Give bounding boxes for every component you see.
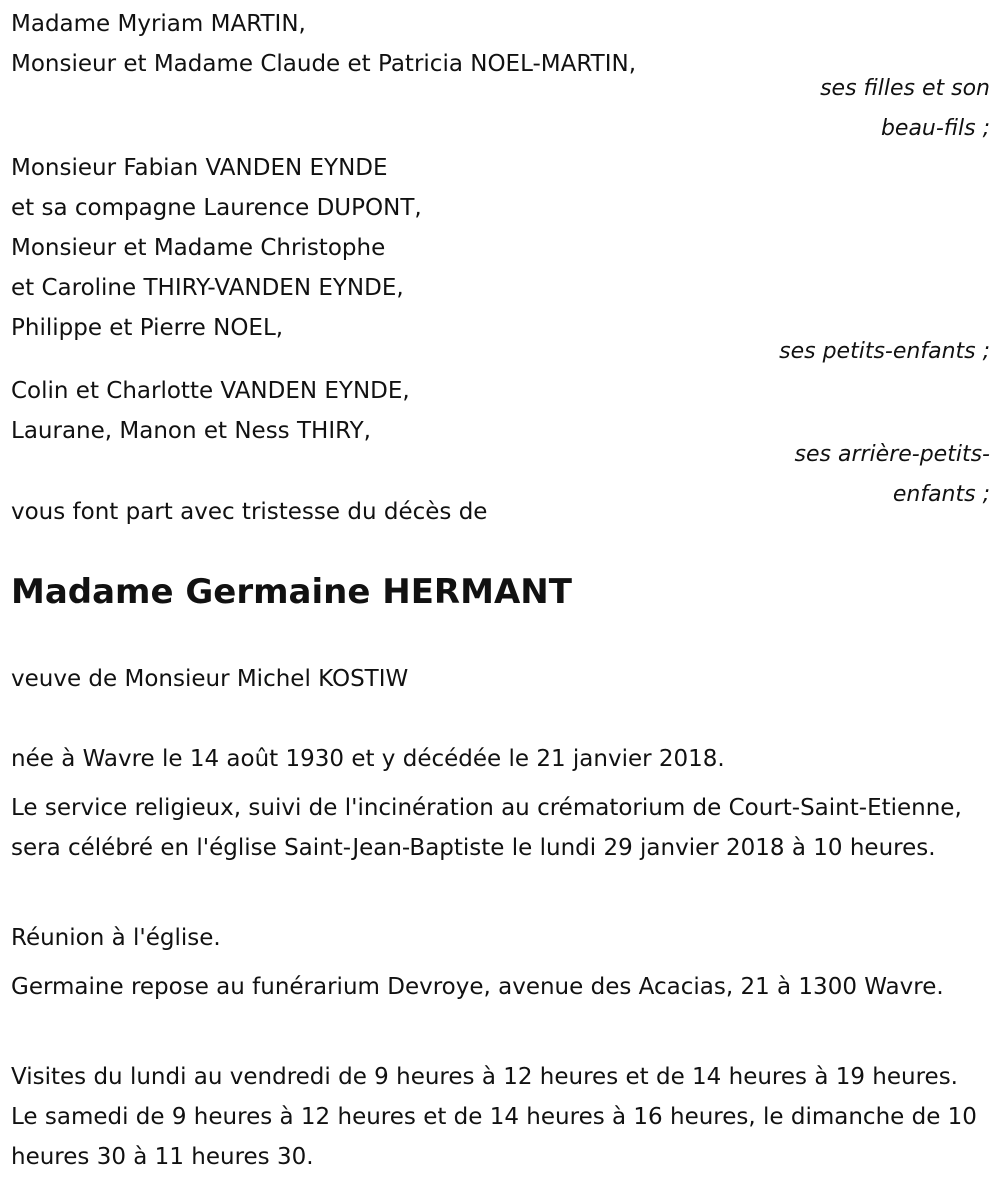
grandchild-line-4: et Caroline THIRY-VANDEN EYNDE, [11, 275, 404, 301]
daughters-role-line-1: ses filles et son [820, 76, 990, 101]
grandchild-line-5: Philippe et Pierre NOEL, [11, 315, 284, 341]
widow-of: veuve de Monsieur Michel KOSTIW [11, 666, 409, 692]
great-grandchildren-role-line-2: enfants ; [892, 482, 990, 507]
grandchild-line-2: et sa compagne Laurence DUPONT, [11, 195, 422, 221]
daughter-line-1: Madame Myriam MARTIN, [11, 11, 306, 37]
great-grandchild-line-1: Colin et Charlotte VANDEN EYNDE, [11, 378, 410, 404]
great-grandchildren-role-line-1: ses arrière-petits- [794, 442, 990, 467]
service-paragraph: Le service religieux, suivi de l'incinération au crématorium de Court-Saint-Etienne, sera célébré en l'église Saint-Jean-Baptiste le lundi 29 janvier 2018 à 10 heures. [11, 795, 962, 861]
daughter-line-2: Monsieur et Madame Claude et Patricia NOEL-MARTIN, [11, 51, 637, 77]
birth-death: née à Wavre le 14 août 1930 et y décédée le 21 janvier 2018. [11, 746, 725, 772]
reunion-paragraph: Réunion à l'église. [11, 925, 221, 951]
announcement: vous font part avec tristesse du décès de [11, 499, 488, 525]
grandchild-line-1: Monsieur Fabian VANDEN EYNDE [11, 155, 388, 181]
great-grandchild-line-2: Laurane, Manon et Ness THIRY, [11, 418, 371, 444]
visits-paragraph: Visites du lundi au vendredi de 9 heures à 12 heures et de 14 heures à 19 heures. Le samedi de 9 heures à 12 heures et de 14 heures à 16 heures, le dimanche de 10 heures 30 à 11 heures 30. [11, 1064, 977, 1170]
daughters-role-line-2: beau-fils ; [880, 116, 990, 141]
rest-paragraph: Germaine repose au funérarium Devroye, avenue des Acacias, 21 à 1300 Wavre. [11, 974, 944, 1000]
grandchildren-role: ses petits-enfants ; [779, 339, 990, 364]
grandchild-line-3: Monsieur et Madame Christophe [11, 235, 386, 261]
deceased-name: Madame Germaine HERMANT [11, 572, 572, 612]
